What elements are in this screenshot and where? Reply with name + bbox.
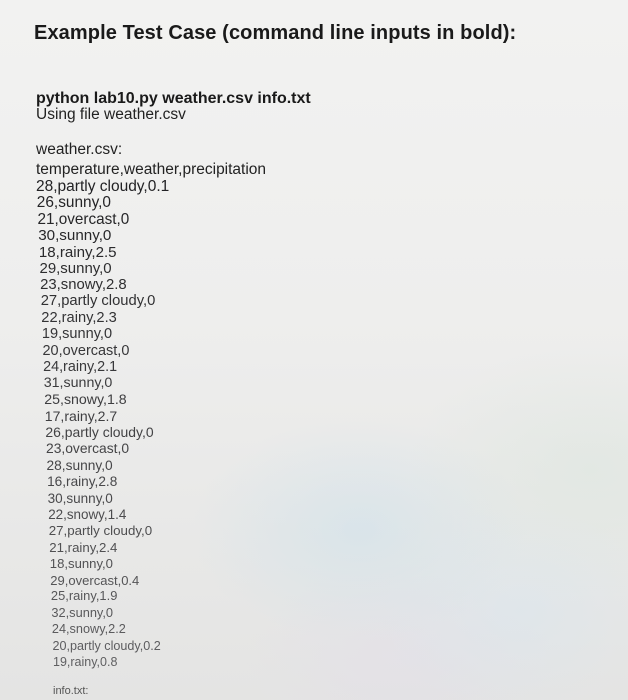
csv-row: 20,overcast,0 <box>42 342 130 359</box>
csv-row: 21,rainy,2.4 <box>49 539 118 555</box>
csv-row: 23,snowy,2.8 <box>40 276 127 293</box>
csv-row: 24,rainy,2.1 <box>43 358 118 375</box>
using-file-line: Using file weather.csv <box>36 106 186 123</box>
csv-file-label: weather.csv: <box>36 141 123 158</box>
csv-row: 25,rainy,1.9 <box>50 588 118 604</box>
csv-row: 28,sunny,0 <box>46 457 113 473</box>
csv-row: 25,snowy,1.8 <box>44 391 127 408</box>
csv-row: 29,sunny,0 <box>39 260 112 278</box>
csv-row: 32,sunny,0 <box>51 604 114 620</box>
csv-row: 22,snowy,1.4 <box>48 507 127 522</box>
csv-header-line: temperature,weather,precipitation <box>36 161 267 178</box>
csv-row: 27,partly cloudy,0 <box>48 523 153 539</box>
csv-row: 23,overcast,0 <box>46 440 130 457</box>
csv-row: 17,rainy,2.7 <box>44 408 118 425</box>
csv-row: 21,overcast,0 <box>37 210 130 228</box>
csv-row: 30,sunny,0 <box>38 227 112 245</box>
csv-row: 19,rainy,0.8 <box>53 655 118 669</box>
csv-row: 28,partly cloudy,0.1 <box>36 178 170 195</box>
csv-row: 26,partly cloudy,0 <box>45 423 154 440</box>
csv-row: 16,rainy,2.8 <box>47 474 118 490</box>
csv-row: 24,snowy,2.2 <box>51 621 126 637</box>
page-heading: Example Test Case (command line inputs in bold): <box>34 22 517 44</box>
csv-row: 30,sunny,0 <box>47 490 113 506</box>
csv-row: 22,rainy,2.3 <box>41 309 117 326</box>
csv-row: 29,overcast,0.4 <box>50 572 140 588</box>
csv-row: 27,partly cloudy,0 <box>40 293 156 310</box>
csv-row: 26,sunny,0 <box>36 194 111 212</box>
info-file-label: info.txt: <box>53 685 89 697</box>
csv-row: 18,sunny,0 <box>49 556 113 572</box>
csv-row: 31,sunny,0 <box>43 375 113 392</box>
csv-row: 20,partly cloudy,0.2 <box>52 638 161 653</box>
csv-row: 19,sunny,0 <box>41 326 113 342</box>
command-line: python lab10.py weather.csv info.txt <box>36 90 311 107</box>
csv-row: 18,rainy,2.5 <box>38 243 117 261</box>
